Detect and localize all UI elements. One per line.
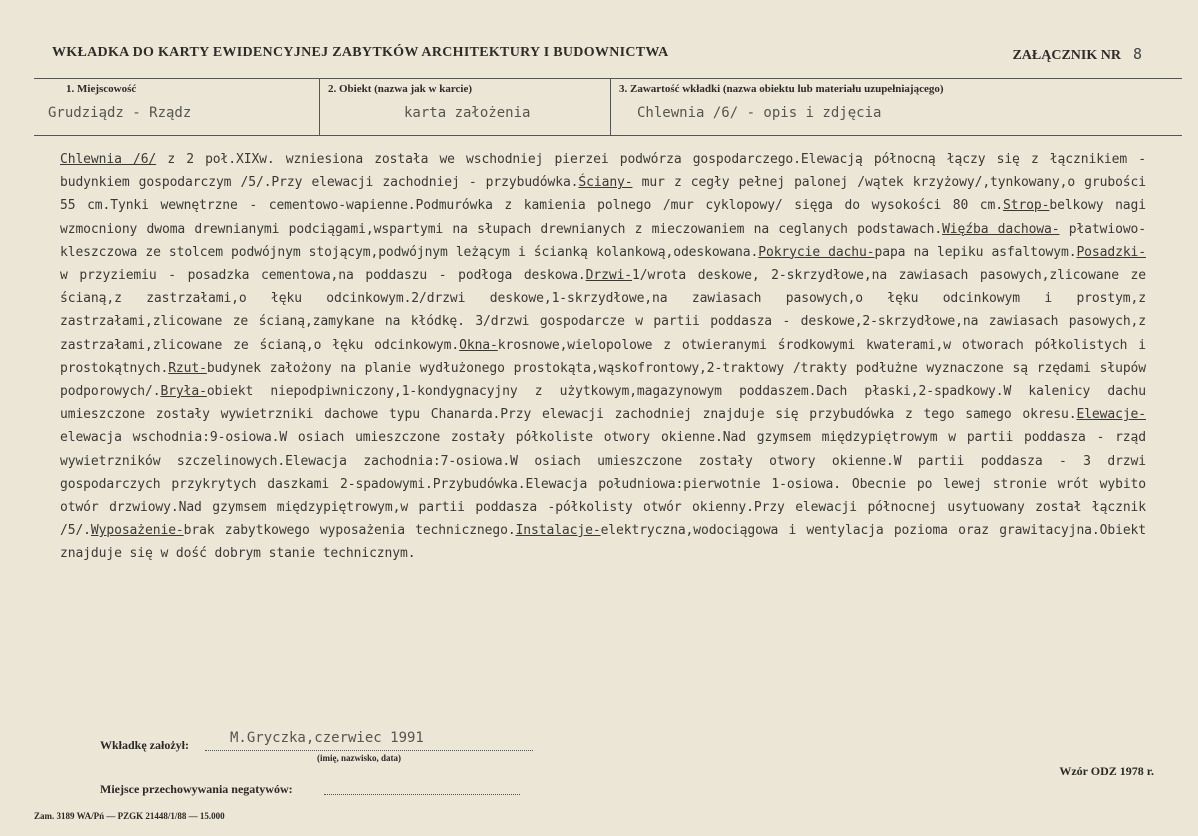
fields-row xyxy=(34,78,1182,136)
description-segment: mur z cegły pełnej palonej /wątek krzyżowy/,tynkowany,o grubości 55 cm.Tynki wewnętrzne - cementowo-wapienne.Podmurówka z kamienia polnego /mur cyklopowy/ sięga do wysokości 80 cm. xyxy=(60,175,1146,214)
description-segment: belkowy nagi wzmocniony dwoma drewnianymi podciągami,wspartymi na słupach drewnianych z mieczowaniem na ceglanych podstawach. xyxy=(60,198,1146,237)
field-locality-label: 1. Miejscowość xyxy=(66,83,137,95)
field-object xyxy=(319,79,610,135)
section-heading: Bryła- xyxy=(160,384,207,400)
description-segment: 1/wrota deskowe, 2-skrzydłowe,na zawiasach pasowych,zlicowane ze ścianą,z zastrzałami,o łęku odcinkowym.2/drzwi deskowe,1-skrzydłowe,na zawiasach pasowych,o łęku odcinkowym i prostym,z zastrzałami,zlicowane ze ścianą,zamykane na kłódkę. 3/drzwi gospodarcze w partii poddasza - deskowe,2-skrzydłowe,na zawiasach pasowych,z zastrzałami,zlicowane ze ścianą,o łęku odcinkowym. xyxy=(60,268,1146,353)
field-locality-value: Grudziądz - Rządz xyxy=(48,105,192,121)
annex-label: ZAŁĄCZNIK NR xyxy=(1012,48,1121,63)
description-segment: elektryczna,wodociągowa i wentylacja pozioma oraz grawitacyjna.Obiekt znajduje się w dość dobrym stanie technicznym. xyxy=(60,523,1146,562)
section-heading: Instalacje- xyxy=(515,523,601,539)
negatives-row xyxy=(100,782,520,802)
section-heading: Elewacje- xyxy=(1076,407,1146,423)
field-locality xyxy=(34,79,318,135)
description-segment: krosnowe,wielopolowe z otwieranymi środkowymi kwaterami,w otworach półkolistych i prostokątnych. xyxy=(60,337,1146,376)
description-segment: płatwiowo-kleszczowa ze stolcem podwójnym stojącym,podwójnym leżącym i ścianką kolankową,odeskowana. xyxy=(60,221,1146,260)
description-segment: elewacja wschodnia:9-osiowa.W osiach umieszczone zostały półkoliste otwory okienne.Nad gzymsem międzypiętrowym w partii poddasza - rząd wywietrzników szczelinowych.Elewacja zachodnia:7-osiowa.W osiach umieszczone zostały otwory okienne.W partii poddasza - 3 drzwi gospodarczych przykrytych daszkami 2-spadowymi.Przybudówka.Elewacja południowa:pierwotnie 1-osiowa. Obecnie po lewej stronie wrót wybito otwór drzwiowy.Nad gzymsem międzypiętrowym,w partii poddasza -półkolisty otwór okienny.Przy elewacji północnej usytuowany został łącznik /5/. xyxy=(60,430,1146,539)
signature-label: Wkładkę założył: xyxy=(100,738,189,752)
print-info: Zam. 3189 WA/Pń — PZGK 21448/1/88 — 15.000 xyxy=(34,811,225,821)
field-object-value: karta założenia xyxy=(404,105,531,121)
form-pattern: Wzór ODZ 1978 r. xyxy=(1059,764,1154,778)
field-contents-label: 3. Zawartość wkładki (nazwa obiektu lub materiału uzupełniającego) xyxy=(619,83,944,95)
negatives-line xyxy=(324,794,520,795)
section-heading: Ściany- xyxy=(578,175,633,191)
section-heading: Drzwi- xyxy=(585,268,633,284)
signature-value: M.Gryczka,czerwiec 1991 xyxy=(230,730,424,746)
field-contents-value: Chlewnia /6/ - opis i zdjęcia xyxy=(637,105,882,121)
section-heading: Okna- xyxy=(459,337,498,353)
annex-number: 8 xyxy=(1132,45,1142,63)
description-text xyxy=(60,148,1146,566)
description-segment: papa na lepiku asfaltowym. xyxy=(874,244,1077,260)
signature-row xyxy=(100,728,600,768)
section-heading: Chlewnia /6/ xyxy=(60,152,157,167)
section-heading: Posadzki- xyxy=(1076,244,1146,260)
section-heading: Pokrycie dachu- xyxy=(758,244,875,260)
section-heading: Strop- xyxy=(1003,198,1050,214)
description-segment: brak zabytkowego wyposażenia technicznego. xyxy=(183,523,516,539)
section-heading: Wyposażenie- xyxy=(90,523,184,539)
field-object-label: 2. Obiekt (nazwa jak w karcie) xyxy=(328,83,473,95)
field-contents xyxy=(610,79,1183,135)
form-title: WKŁADKA DO KARTY EWIDENCYJNEJ ZABYTKÓW ARCHITEKTURY I BUDOWNICTWA xyxy=(52,45,669,60)
description-segment: budynek założony na planie wydłużonego prostokąta,wąskofrontowy,2-traktowy /trakty podłużne wyznaczone są rzędami słupów podporowych/. xyxy=(60,360,1146,400)
annex-block xyxy=(1012,45,1142,64)
signature-caption: (imię, nazwisko, data) xyxy=(317,753,401,763)
description-segment: w przyziemiu - posadzka cementowa,na poddaszu - podłoga deskowa. xyxy=(60,268,586,284)
description-segment: obiekt niepodpiwniczony,1-kondygnacyjny z użytkowym,magazynowym poddaszem.Dach płaski,2-spadkowy.W kalenicy dachu umieszczone zostały wywietrzniki dachowe typu Chanarda.Przy elewacji zachodniej znajduje się przybudówka z tego samego okresu. xyxy=(60,384,1146,423)
signature-line xyxy=(205,750,533,751)
section-heading: Więźba dachowa- xyxy=(942,221,1060,237)
form-header xyxy=(52,45,1142,67)
negatives-label: Miejsce przechowywania negatywów: xyxy=(100,782,293,796)
description-segment: z 2 poł.XIXw. wzniesiona została we wschodniej pierzei podwórza gospodarczego.Elewacją północną łączy się z łącznikiem - budynkiem gospodarczym /5/.Przy elewacji zachodniej - przybudówka. xyxy=(60,152,1146,191)
section-heading: Rzut- xyxy=(168,360,207,376)
